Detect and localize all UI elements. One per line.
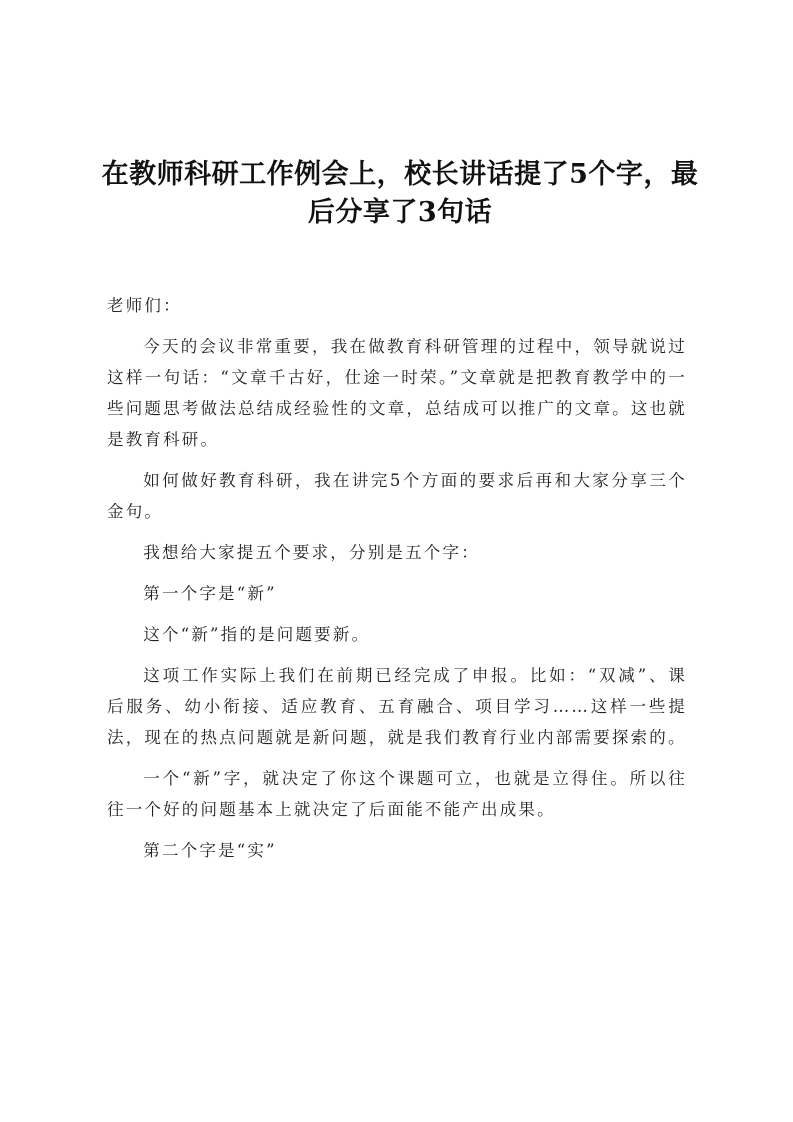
paragraph: 这项工作实际上我们在前期已经完成了申报。比如：“双减”、课后服务、幼小衔接、适应教育、五育融合、项目学习……这样一些提法，现在的热点问题就是新问题，就是我们教育行业内部需要探索的。 (107, 666, 687, 747)
document-body (107, 290, 687, 866)
paragraph: 一个“新”字，就决定了你这个课题可立，也就是立得住。所以往往一个好的问题基本上就决定了后面能不能产出成果。 (107, 769, 687, 819)
paragraph: 如何做好教育科研，我在讲完5个方面的要求后再和大家分享三个金句。 (107, 471, 687, 521)
section-heading: 第二个字是“实” (143, 841, 277, 860)
paragraph: 今天的会议非常重要，我在做教育科研管理的过程中，领导就说过这样一句话：“文章千古好，仕途一时荣。”文章就是把教育教学中的一些问题思考做法总结成经验性的文章，总结成可以推广的文章。这也就是教育科研。 (107, 337, 687, 449)
section-heading: 第一个字是“新” (143, 584, 277, 603)
paragraph: 这个“新”指的是问题要新。 (143, 625, 371, 644)
document-title: 在教师科研工作例会上，校长讲话提了5个字，最后分享了3句话 (101, 159, 699, 228)
paragraph: 我想给大家提五个要求，分别是五个字： (143, 543, 480, 562)
salutation: 老师们： (107, 296, 182, 315)
